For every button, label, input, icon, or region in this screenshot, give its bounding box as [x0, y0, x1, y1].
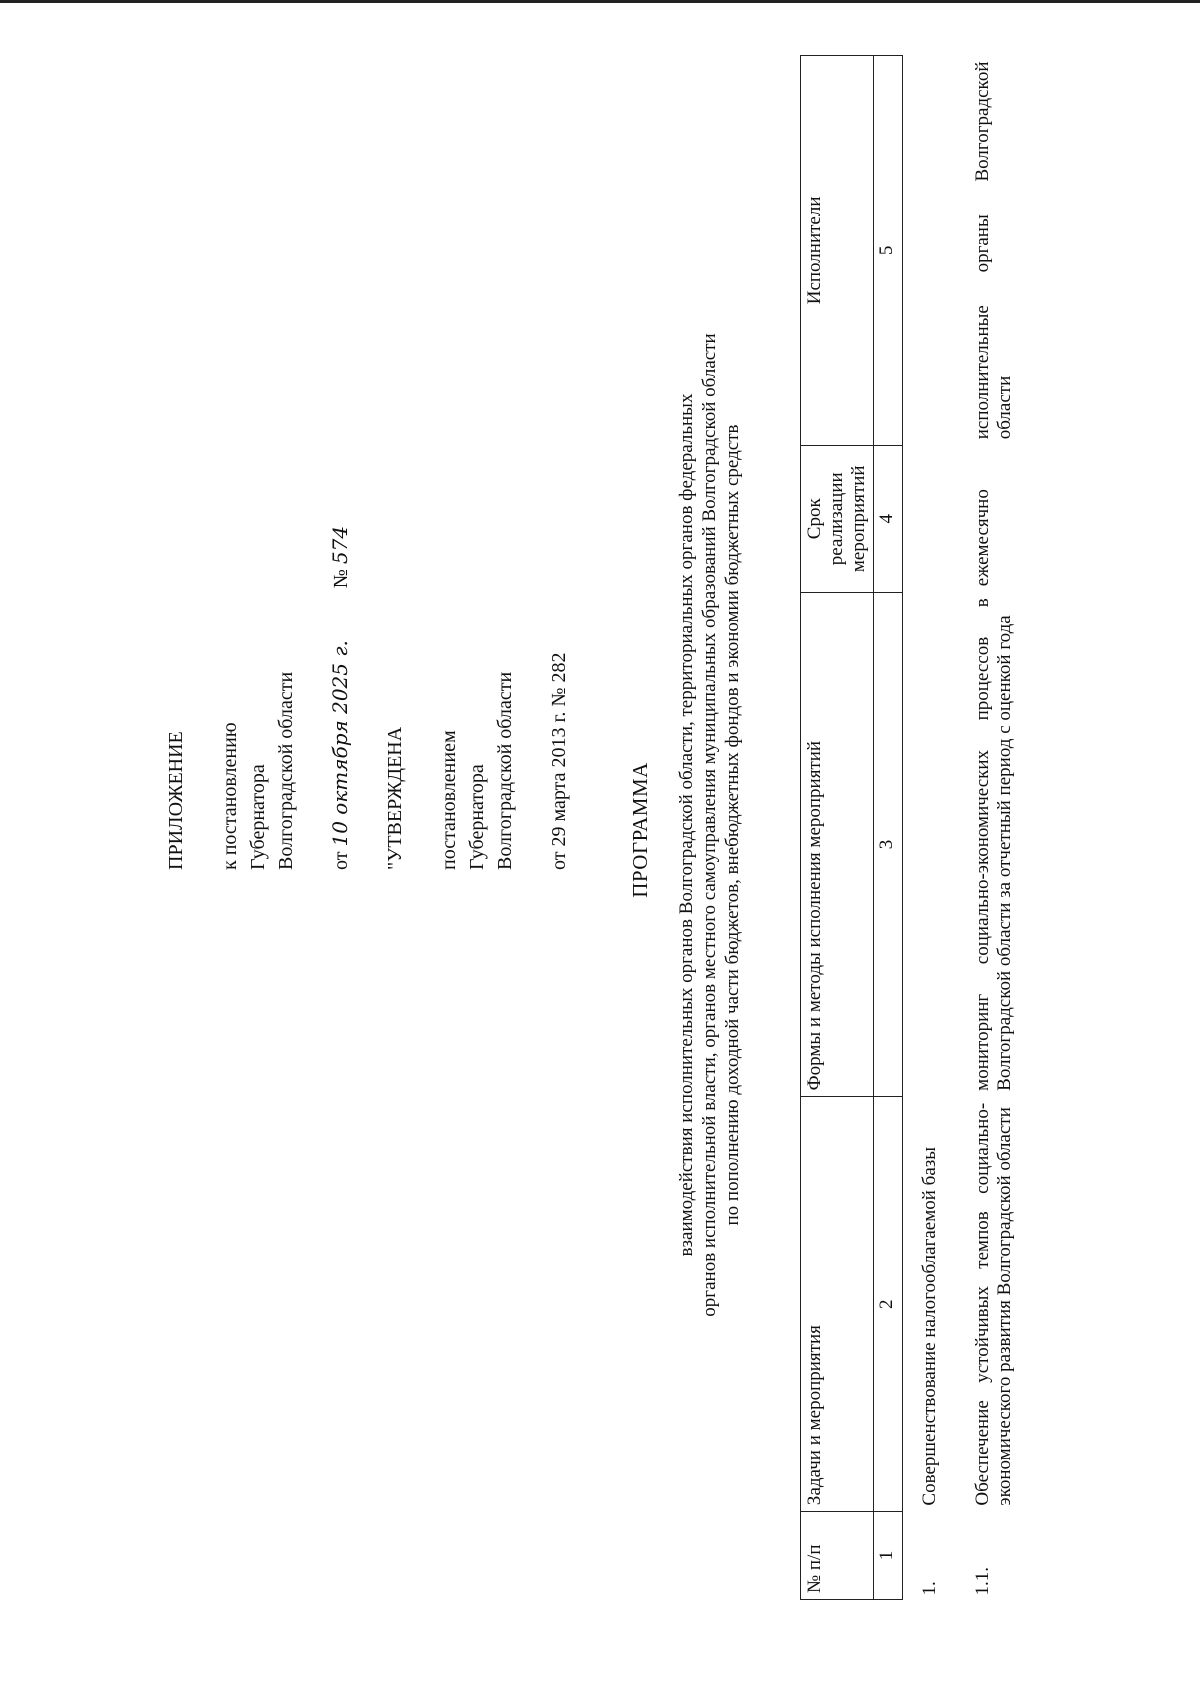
subtitle-line: взаимодействия исполнительных органов Волгоградской области, территориальных органов федеральных [676, 393, 697, 1257]
column-number: 3 [874, 592, 903, 1097]
column-number: 5 [874, 56, 903, 446]
table-row [903, 56, 970, 1600]
appendix-date-line [326, 310, 355, 870]
number-prefix: № [330, 569, 352, 589]
program-table [800, 55, 1019, 1600]
program-title: ПРОГРАММА [628, 762, 652, 898]
number-value: 574 [328, 525, 352, 565]
subtitle-line: органов исполнительной власти, органов местного самоуправления муниципальных образований Волгоградской области [699, 333, 720, 1317]
row-forms [903, 592, 970, 1097]
approved-line: Губернатора [466, 764, 488, 870]
subtitle-line: по пополнению доходной части бюджетов, внебюджетных фондов и экономии бюджетных средств [722, 424, 743, 1226]
column-number: 4 [874, 445, 903, 592]
approved-line: постановлением [438, 730, 460, 870]
appendix-line: к постановлению [219, 722, 241, 870]
appendix-title: ПРИЛОЖЕНИЕ [165, 731, 187, 870]
column-number: 2 [874, 1097, 903, 1512]
row-task: Обеспечение устойчивых темпов социально-экономического развития Волгоградской области [972, 1102, 1015, 1506]
row-term: ежемесячно [972, 489, 993, 587]
approved-line: Волгоградской области [494, 671, 516, 870]
header-number: № п/п [801, 1512, 874, 1600]
row-number: 1. [919, 1581, 940, 1596]
table-row [969, 56, 1019, 1600]
row-term [903, 445, 970, 592]
program-subtitle [675, 210, 744, 1440]
row-task: Совершенствование налогооблагаемой базы [919, 1146, 940, 1506]
column-number: 1 [874, 1512, 903, 1600]
column-number-row [874, 56, 903, 1600]
row-executors: исполнительные органы Волгоградской области [972, 61, 1015, 440]
date-prefix: от [330, 851, 352, 870]
row-number: 1.1. [972, 1567, 993, 1596]
header-forms: Формы и методы исполнения мероприятий [801, 592, 874, 1097]
appendix-line: Волгоградской области [275, 671, 297, 870]
date-value: 10 октября 2025 г. [328, 640, 352, 847]
scan-edge [0, 0, 1200, 3]
appendix-line: Губернатора [247, 764, 269, 870]
approved-label: "УТВЕРЖДЕНА [384, 726, 406, 870]
header-term: Срок реализации мероприятий [801, 445, 874, 592]
row-executors [903, 56, 970, 446]
rotated-page [150, 40, 1200, 1620]
approved-date: от 29 марта 2013 г. № 282 [548, 652, 570, 870]
header-executors: Исполнители [801, 56, 874, 446]
row-forms: мониторинг социально-экономических процессов в Волгоградской области за отчетный период с оценкой года [972, 598, 1015, 1091]
table-header-row [801, 56, 874, 1600]
appendix-block [162, 310, 573, 870]
header-tasks: Задачи и мероприятия [801, 1097, 874, 1512]
